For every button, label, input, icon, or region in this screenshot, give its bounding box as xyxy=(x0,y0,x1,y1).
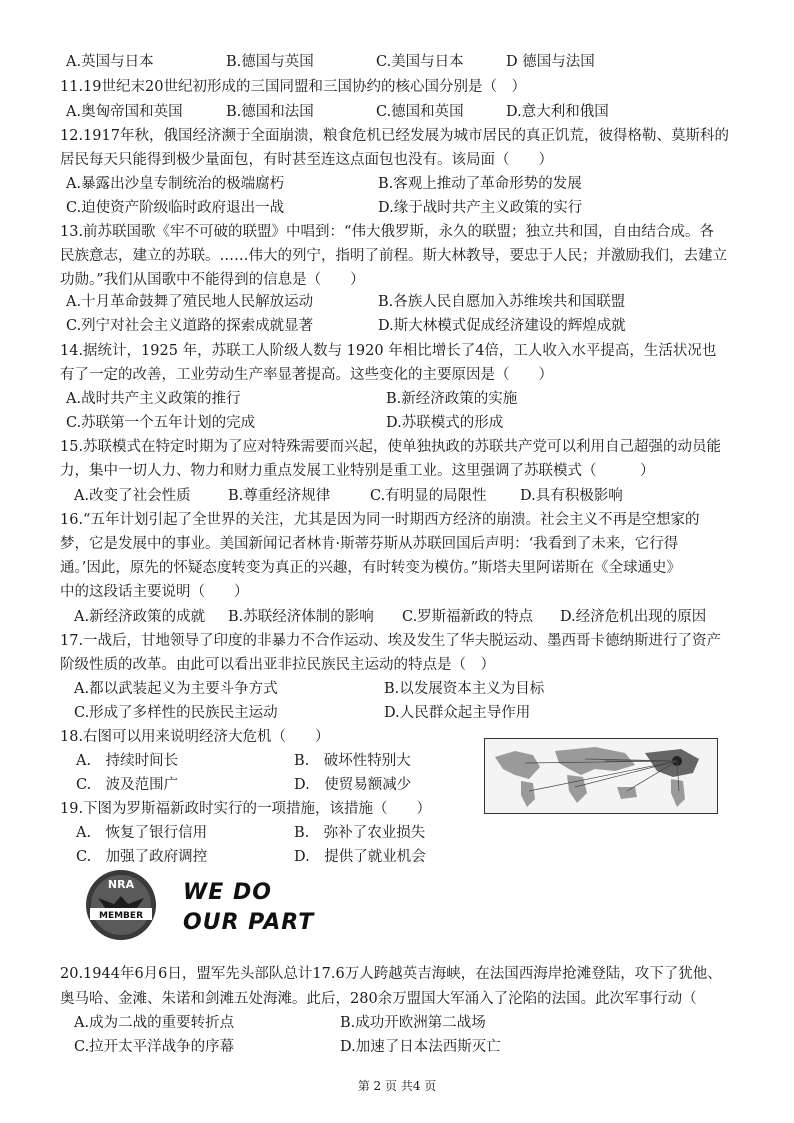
q12-stem-line2: 居民每天只能得到极少量面包，有时甚至连这点面包也没有。该局面（ ） xyxy=(60,152,553,168)
q14-stem-line2: 有了一定的改善，工业劳动生产率显著提高。这些变化的主要原因是（ ） xyxy=(60,367,553,383)
world-map-drawing xyxy=(485,739,717,813)
q12-option-c: C.迫使资产阶级临时政府退出一战 xyxy=(66,200,285,216)
q15-stem-line1: 15.苏联模式在特定时期为了应对特殊需要而兴起，使单独执政的苏联共产党可以利用自己超强的动员能 xyxy=(60,439,722,455)
q16-option-d: D.经济危机出现的原因 xyxy=(560,609,707,625)
q16-option-b: B.苏联经济体制的影响 xyxy=(228,609,374,625)
q13-stem-line3: 功勋。”我们从国歌中不能得到的信息是（ ） xyxy=(60,272,365,288)
q19-stem: 19.下图为罗斯福新政时实行的一项措施，该措施（ ） xyxy=(60,801,432,817)
q12-option-b: B.客观上推动了革命形势的发展 xyxy=(378,176,582,192)
q18-option-d: D. 使贸易额减少 xyxy=(294,777,412,793)
q17-option-d: D.人民群众起主导作用 xyxy=(384,705,531,721)
q12-option-d: D.缘于战时共产主义政策的实行 xyxy=(378,200,583,216)
nra-member-text: MEMBER xyxy=(99,911,143,921)
q11-option-c: C.德国和英国 xyxy=(376,104,464,120)
q17-stem-line2: 阶级性质的改革。由此可以看出亚非拉民族民主运动的特点是（ ） xyxy=(60,657,495,673)
q15-stem-line2: 力，集中一切人力、物力和财力重点发展工业特别是重工业。这里强调了苏联模式（ ） xyxy=(60,463,655,479)
q15-option-b: B.尊重经济规律 xyxy=(228,488,331,504)
q12-option-a: A.暴露出沙皇专制统治的极端腐朽 xyxy=(66,176,285,192)
q16-stem-line2: 梦，它是发展中的事业。美国新闻记者林肯·斯蒂芬斯从苏联回国后声明：‘我看到了未来，它行得 xyxy=(60,536,679,552)
page-number: 第 2 页 共4 页 xyxy=(357,1079,437,1093)
q13-option-a: A.十月革命鼓舞了殖民地人民解放运动 xyxy=(66,294,314,310)
q19-option-d: D. 提供了就业机会 xyxy=(294,849,426,865)
q15-option-c: C.有明显的局限性 xyxy=(370,488,487,504)
world-map-figure xyxy=(484,738,718,814)
q16-stem-line4: 中的这段话主要说明（ ） xyxy=(60,584,249,600)
q18-option-b: B. 破坏性特别大 xyxy=(294,753,411,769)
q10-option-a: A.英国与日本 xyxy=(66,54,154,70)
nra-eagle-icon xyxy=(84,868,158,942)
q14-stem-line1: 14.据统计，1925 年，苏联工人阶级人数与 1920 年相比增长了4倍，工人收入水平提高，生活状况也 xyxy=(60,343,717,359)
q16-option-c: C.罗斯福新政的特点 xyxy=(402,609,534,625)
q20-stem-line2: 奥马哈、金滩、朱诺和剑滩五处海滩。此后，280余万盟国大军涌入了沦陷的法国。此次军事行动（ xyxy=(60,991,697,1007)
q10-option-b: B.德国与英国 xyxy=(226,54,314,70)
q17-option-b: B.以发展资本主义为目标 xyxy=(384,681,545,697)
q13-option-d: D.斯大林模式促成经济建设的辉煌成就 xyxy=(378,318,626,334)
nra-slogan-line1: WE DO xyxy=(183,880,272,905)
q17-option-c: C.形成了多样性的民族民主运动 xyxy=(74,705,278,721)
nra-eagle-logo xyxy=(84,868,158,942)
q10-option-d: D 德国与法国 xyxy=(506,54,595,70)
q17-stem-line1: 17.一战后，甘地领导了印度的非暴力不合作运动、埃及发生了华夫脱运动、墨西哥卡德纳斯进行了资产 xyxy=(60,633,722,649)
q11-stem: 11.19世纪末20世纪初形成的三国同盟和三国协约的核心国分别是（ ） xyxy=(60,79,526,95)
q14-option-d: D.苏联模式的形成 xyxy=(386,415,504,431)
q18-option-c: C. 波及范围广 xyxy=(76,777,179,793)
q13-stem-line2: 民族意志，建立的苏联。……伟大的列宁，指明了前程。斯大林教导，要忠于人民；并激励我们，去建立 xyxy=(60,248,727,264)
q13-option-c: C.列宁对社会主义道路的探索成就显著 xyxy=(66,318,314,334)
q15-option-a: A.改变了社会性质 xyxy=(74,488,191,504)
q20-option-c: C.拉开太平洋战争的序幕 xyxy=(74,1039,235,1055)
q16-stem-line3: 通。’因此，原先的怀疑态度转变为真正的兴趣，有时转变为模仿。”斯塔夫里阿诺斯在《全球通史》 xyxy=(60,560,682,576)
q12-stem-line1: 12.1917年秋，俄国经济濒于全面崩溃，粮食危机已经发展为城市居民的真正饥荒，彼得格勒、莫斯科的 xyxy=(60,128,729,144)
q19-option-a: A. 恢复了银行信用 xyxy=(76,825,208,841)
q17-option-a: A.都以武装起义为主要斗争方式 xyxy=(74,681,278,697)
q13-option-b: B.各族人民自愿加入苏维埃共和国联盟 xyxy=(378,294,626,310)
q20-option-d: D.加速了日本法西斯灭亡 xyxy=(340,1039,501,1055)
q14-option-c: C.苏联第一个五年计划的完成 xyxy=(66,415,256,431)
nra-ring-text: NRA xyxy=(107,878,135,891)
q13-stem-line1: 13.前苏联国歌《牢不可破的联盟》中唱到：“伟大俄罗斯，永久的联盟；独立共和国，自由结合成。各 xyxy=(60,224,714,240)
q16-option-a: A.新经济政策的成就 xyxy=(74,609,206,625)
q14-option-b: B.新经济政策的实施 xyxy=(386,391,518,407)
q20-option-a: A.成为二战的重要转折点 xyxy=(74,1015,235,1031)
q18-option-a: A. 持续时间长 xyxy=(76,753,179,769)
q19-option-b: B. 弥补了农业损失 xyxy=(294,825,426,841)
q11-option-d: D.意大利和俄国 xyxy=(506,104,609,120)
q11-option-a: A.奥匈帝国和英国 xyxy=(66,104,183,120)
nra-slogan-line2: OUR PART xyxy=(183,910,315,935)
q11-option-b: B.德国和法国 xyxy=(226,104,314,120)
q16-stem-line1: 16.“五年计划引起了全世界的关注，尤其是因为同一时期西方经济的崩溃。社会主义不再是空想家的 xyxy=(60,512,700,528)
q18-stem: 18.右图可以用来说明经济大危机（ ） xyxy=(60,729,330,745)
q19-option-c: C. 加强了政府调控 xyxy=(76,849,208,865)
q10-option-c: C.美国与日本 xyxy=(376,54,464,70)
q14-option-a: A.战时共产主义政策的推行 xyxy=(66,391,241,407)
q20-option-b: B.成功开欧洲第二战场 xyxy=(340,1015,486,1031)
q15-option-d: D.具有积极影响 xyxy=(520,488,623,504)
q20-stem-line1: 20.1944年6月6日，盟军先头部队总计17.6万人跨越英吉海峡，在法国西海岸抢滩登陆，攻下了犹他、 xyxy=(60,966,722,982)
